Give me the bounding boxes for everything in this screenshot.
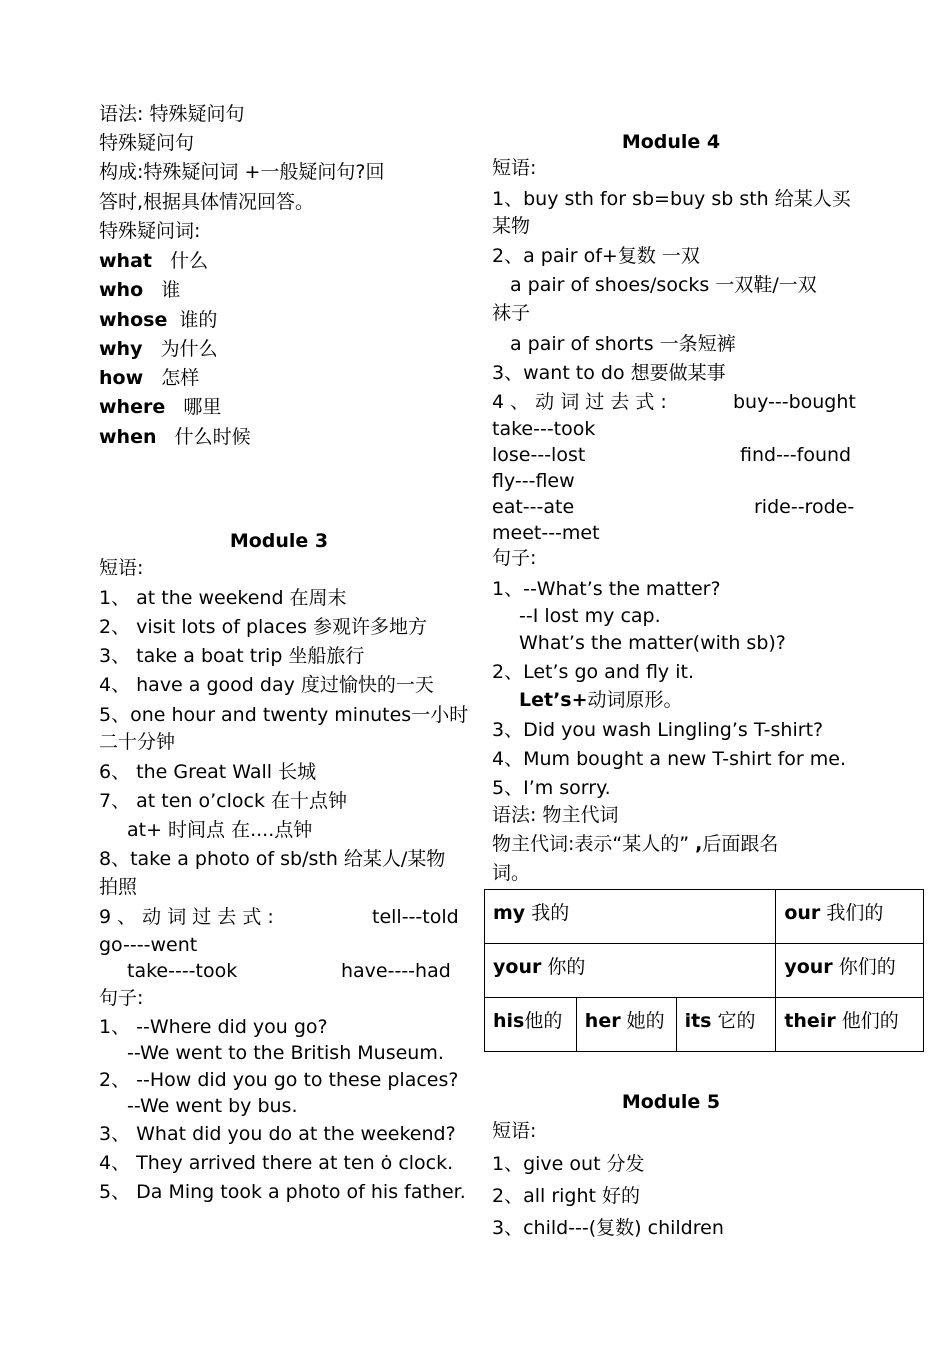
wh-word-en: what	[99, 250, 152, 272]
table-cell	[576, 998, 676, 1052]
table-cell	[485, 944, 776, 998]
module3-sentences-label: 句子:	[99, 987, 144, 1009]
module4-verb: meet---met	[492, 522, 600, 544]
wh-word-item	[99, 425, 251, 449]
module4-phrase: 1、buy sth for sb=buy sb sth 给某人买	[492, 188, 851, 210]
module3-phrase: 3、 take a boat trip 坐船旅行	[99, 645, 365, 667]
wh-word-en: who	[99, 279, 144, 301]
pronoun-zh: 他的	[524, 1010, 563, 1032]
pronoun-zh: 它的	[717, 1010, 756, 1032]
def-comma: ,	[695, 833, 703, 855]
pronoun-en: its	[684, 1010, 712, 1032]
pronoun-en: your	[784, 956, 833, 978]
wh-word-item	[99, 308, 217, 332]
table-cell	[776, 890, 924, 944]
wh-word-item	[99, 395, 221, 419]
module3-phrase: 8、take a photo of sb/sth 给某人/某物	[99, 848, 446, 870]
pronoun-zh: 我们的	[826, 902, 884, 924]
module3-title: Module 3	[229, 530, 329, 552]
possessive-definition	[492, 832, 778, 856]
module4-sentence: 2、Let’s go and fly it.	[492, 661, 694, 683]
module4-phrase-cont: 袜子	[492, 302, 531, 324]
pronoun-zh: 她的	[626, 1010, 665, 1032]
module5-phrase: 2、all right 好的	[492, 1185, 641, 1207]
wh-word-zh: 什么	[170, 250, 209, 272]
module3-sentence-cont: --We went to the British Museum.	[127, 1042, 444, 1064]
module4-verb: fly---flew	[492, 470, 575, 492]
module3-verb: tell---told	[372, 906, 459, 928]
module4-phrase-cont: a pair of shoes/socks 一双鞋/一双	[510, 274, 817, 296]
possessive-table	[484, 889, 924, 1052]
module4-phrase: 2、a pair of+复数 一双	[492, 245, 700, 267]
module3-phrase: 1、 at the weekend 在周末	[99, 587, 347, 609]
lets-rest: 动词原形。	[587, 689, 683, 711]
table-row	[485, 998, 924, 1052]
module5-phrase: 1、give out 分发	[492, 1153, 645, 1175]
wh-word-en: whose	[99, 309, 168, 331]
wh-word-en: how	[99, 367, 144, 389]
module3-sentence-cont: --We went by bus.	[127, 1095, 298, 1117]
module3-sentence: 2、 --How did you go to these places?	[99, 1069, 459, 1091]
module3-phrases-label: 短语:	[99, 557, 144, 579]
pronoun-en: your	[493, 956, 542, 978]
pronoun-zh: 我的	[531, 902, 570, 924]
module4-phrase-cont: a pair of shorts 一条短裤	[510, 333, 736, 355]
structure-line-1: 构成:特殊疑问词 +一般疑问句?回	[99, 161, 385, 183]
module4-sentence: 4、Mum bought a new T-shirt for me.	[492, 748, 847, 770]
module4-phrase-cont: 某物	[492, 215, 531, 237]
wh-word-item	[99, 337, 218, 361]
module4-phrases-label: 短语:	[492, 157, 537, 179]
module5-phrases-label: 短语:	[492, 1120, 537, 1142]
module3-verb: go----went	[99, 934, 198, 956]
module4-sentence-cont: What’s the matter(with sb)?	[519, 632, 786, 654]
module4-verb: ride--rode-	[754, 496, 855, 518]
pronoun-en: our	[784, 902, 821, 924]
wh-word-item	[99, 278, 180, 302]
module3-verb: have----had	[341, 960, 451, 982]
def-pre: 物主代词:表示“某人的”	[492, 833, 696, 855]
module3-sentence: 3、 What did you do at the weekend?	[99, 1123, 456, 1145]
module3-sentence: 1、 --Where did you go?	[99, 1016, 328, 1038]
module5-phrase: 3、child---(复数) children	[492, 1217, 724, 1239]
module4-sentence-cont: --I lost my cap.	[519, 605, 661, 627]
module3-phrase-cont: at+ 时间点 在....点钟	[127, 819, 313, 841]
lets-bold: Let’s+	[519, 689, 588, 711]
module3-verb-label: 9 、 动 词 过 去 式 :	[99, 906, 274, 928]
module4-title: Module 4	[621, 131, 721, 153]
module4-verb: eat---ate	[492, 496, 575, 518]
module5-title: Module 5	[621, 1091, 721, 1113]
table-cell	[776, 944, 924, 998]
module4-sentence-cont	[519, 688, 683, 712]
module4-sentence: 3、Did you wash Lingling’s T-shirt?	[492, 719, 824, 741]
module4-sentence: 5、I’m sorry.	[492, 777, 611, 799]
pronoun-en: his	[493, 1010, 525, 1032]
def-post: 后面跟名	[702, 833, 779, 855]
table-cell	[776, 998, 924, 1052]
pronoun-en: their	[784, 1010, 836, 1032]
wh-word-zh: 什么时候	[174, 426, 251, 448]
structure-line-2: 答时,根据具体情况回答。	[99, 191, 315, 213]
module4-verb: take---took	[492, 418, 596, 440]
wh-word-en: where	[99, 396, 166, 418]
module4-phrase: 3、want to do 想要做某事	[492, 362, 726, 384]
wh-word-zh: 谁的	[179, 309, 218, 331]
wh-word-item	[99, 249, 208, 273]
module4-verb-label: 4 、 动 词 过 去 式 :	[492, 391, 667, 413]
module3-phrase-cont: 拍照	[99, 876, 138, 898]
module3-verb: take----took	[127, 960, 238, 982]
pronoun-en: my	[493, 902, 526, 924]
wh-word-zh: 为什么	[160, 338, 218, 360]
table-row	[485, 944, 924, 998]
wh-word-zh: 哪里	[183, 396, 222, 418]
module4-grammar-title: 语法: 物主代词	[492, 804, 619, 826]
wh-words-label: 特殊疑问词:	[99, 220, 201, 242]
possessive-definition-cont: 词。	[492, 862, 531, 884]
wh-word-zh: 谁	[161, 279, 181, 301]
table-row	[485, 890, 924, 944]
pronoun-en: her	[584, 1010, 621, 1032]
module4-sentence: 1、--What’s the matter?	[492, 578, 721, 600]
table-cell	[676, 998, 776, 1052]
wh-word-item	[99, 366, 199, 390]
module4-sentences-label: 句子:	[492, 547, 537, 569]
module3-phrase: 7、 at ten o’clock 在十点钟	[99, 790, 347, 812]
module3-phrase: 5、one hour and twenty minutes一小时	[99, 704, 469, 726]
module3-sentence: 5、 Da Ming took a photo of his father.	[99, 1181, 466, 1203]
module3-phrase-cont: 二十分钟	[99, 731, 176, 753]
grammar-title: 语法: 特殊疑问句	[99, 103, 245, 125]
table-cell	[485, 998, 577, 1052]
module3-sentence: 4、 They arrived there at ten ȯ clock.	[99, 1152, 454, 1174]
module4-verb: find---found	[740, 444, 852, 466]
wh-word-en: why	[99, 338, 143, 360]
wh-word-zh: 怎样	[161, 367, 200, 389]
pronoun-zh: 他们的	[841, 1010, 899, 1032]
pronoun-zh: 你的	[547, 956, 586, 978]
module4-verb: lose---lost	[492, 444, 586, 466]
module4-verb: buy---bought	[733, 391, 856, 413]
wh-word-en: when	[99, 426, 157, 448]
wh-question-title: 特殊疑问句	[99, 132, 195, 154]
module3-phrase: 6、 the Great Wall 长城	[99, 761, 317, 783]
module3-phrase: 2、 visit lots of places 参观许多地方	[99, 616, 428, 638]
pronoun-zh: 你们的	[838, 956, 896, 978]
module3-phrase: 4、 have a good day 度过愉快的一天	[99, 674, 434, 696]
table-cell	[485, 890, 776, 944]
